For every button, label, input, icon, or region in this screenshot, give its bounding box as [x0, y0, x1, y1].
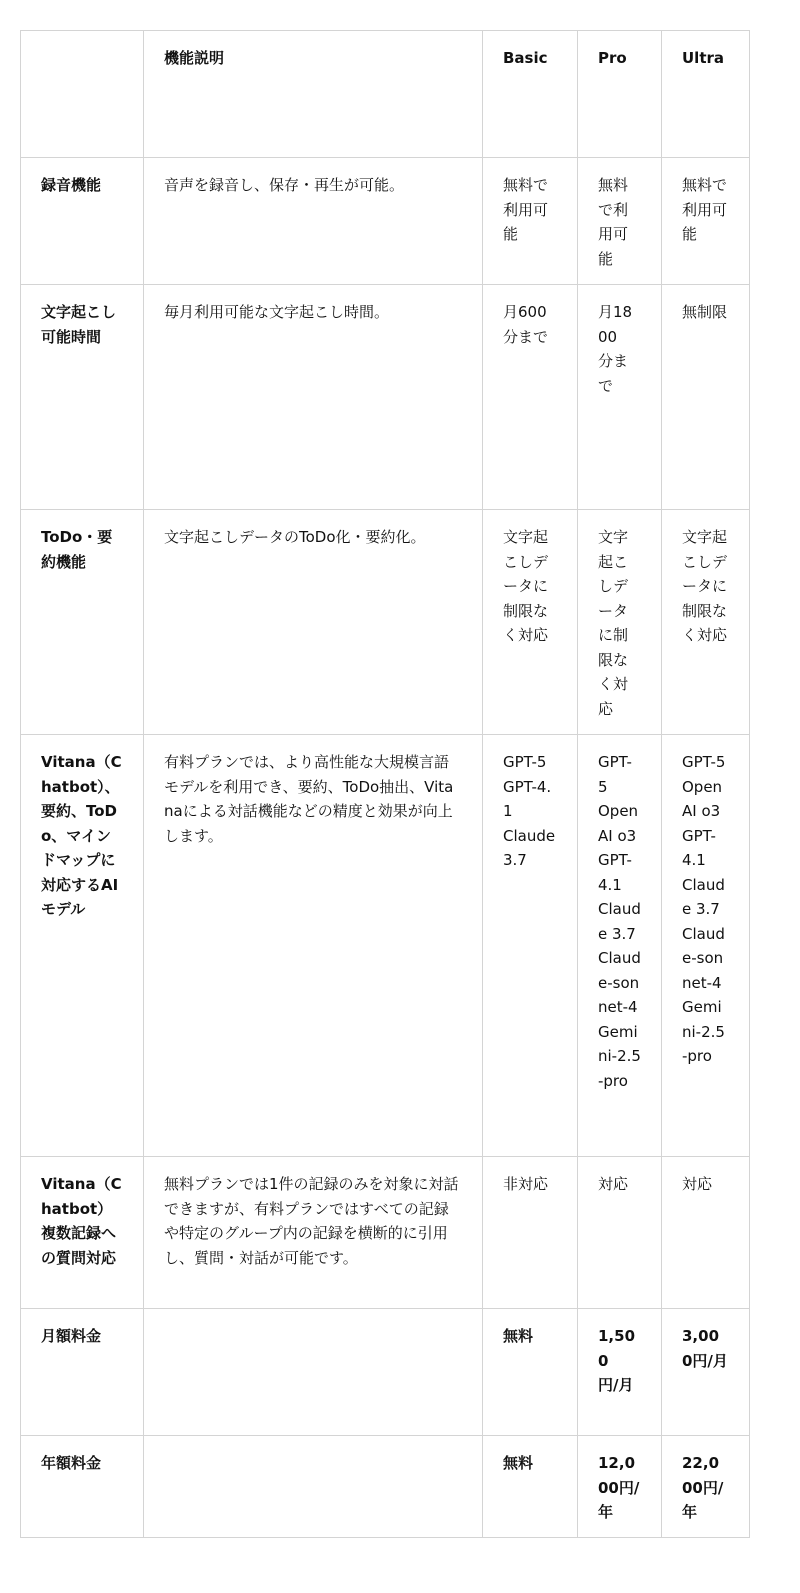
basic-cell: 文字起こしデータに制限なく対応	[483, 510, 578, 735]
description-cell	[144, 1309, 483, 1436]
description-cell: 文字起こしデータのToDo化・要約化。	[144, 510, 483, 735]
feature-cell: Vitana（Chatbot）、 要約、ToDo、マインドマップに 対応するAIモデル	[21, 735, 144, 1157]
basic-cell: 無料	[483, 1436, 578, 1538]
header-feature	[21, 31, 144, 158]
description-cell: 有料プランでは、より高性能な大規模言語モデルを利用でき、要約、ToDo抽出、Vitanaによる対話機能などの精度と効果が向上します。	[144, 735, 483, 1157]
description-cell: 毎月利用可能な文字起こし時間。	[144, 285, 483, 510]
pro-cell: 月1800 分まで	[578, 285, 662, 510]
table-row	[21, 1157, 750, 1309]
table-row	[21, 1436, 750, 1538]
basic-cell: 無料で利用可能	[483, 158, 578, 285]
ultra-cell: 無制限	[662, 285, 750, 510]
feature-cell: 文字起こし可能時間	[21, 285, 144, 510]
basic-cell: GPT-5 GPT-4.1 Claude 3.7	[483, 735, 578, 1157]
pricing-table	[20, 30, 750, 1538]
ultra-cell: 対応	[662, 1157, 750, 1309]
table-row	[21, 158, 750, 285]
ultra-cell: 文字起こしデータに制限なく対応	[662, 510, 750, 735]
ultra-cell: 無料で利用可能	[662, 158, 750, 285]
ultra-cell: 3,000円/月	[662, 1309, 750, 1436]
description-cell: 無料プランでは1件の記録のみを対象に対話できますが、有料プランではすべての記録や特定のグループ内の記録を横断的に引用し、質問・対話が可能です。	[144, 1157, 483, 1309]
feature-cell: 月額料金	[21, 1309, 144, 1436]
feature-cell: ToDo・要約機能	[21, 510, 144, 735]
pro-cell: 無料で利用可能	[578, 158, 662, 285]
description-cell: 音声を録音し、保存・再生が可能。	[144, 158, 483, 285]
pro-cell: GPT-5 OpenAI o3 GPT-4.1 Claude 3.7 Claude-sonnet-4 Gemini-2.5-pro	[578, 735, 662, 1157]
header-ultra: Ultra	[662, 31, 750, 158]
table-row	[21, 510, 750, 735]
pro-cell: 文字起こしデータに制限なく対応	[578, 510, 662, 735]
pro-cell: 12,000円/年	[578, 1436, 662, 1538]
description-cell	[144, 1436, 483, 1538]
feature-cell: 録音機能	[21, 158, 144, 285]
table-row	[21, 735, 750, 1157]
table-row	[21, 1309, 750, 1436]
table-row	[21, 285, 750, 510]
table-header-row	[21, 31, 750, 158]
header-basic: Basic	[483, 31, 578, 158]
ultra-cell: 22,000円/年	[662, 1436, 750, 1538]
header-description: 機能説明	[144, 31, 483, 158]
feature-cell: 年額料金	[21, 1436, 144, 1538]
feature-cell: Vitana（Chatbot） 複数記録への質問対応	[21, 1157, 144, 1309]
basic-cell: 無料	[483, 1309, 578, 1436]
pro-cell: 対応	[578, 1157, 662, 1309]
basic-cell: 月600分まで	[483, 285, 578, 510]
pro-cell: 1,500 円/月	[578, 1309, 662, 1436]
basic-cell: 非対応	[483, 1157, 578, 1309]
header-pro: Pro	[578, 31, 662, 158]
ultra-cell: GPT-5 OpenAI o3 GPT-4.1 Claude 3.7 Claude-sonnet-4 Gemini-2.5-pro	[662, 735, 750, 1157]
